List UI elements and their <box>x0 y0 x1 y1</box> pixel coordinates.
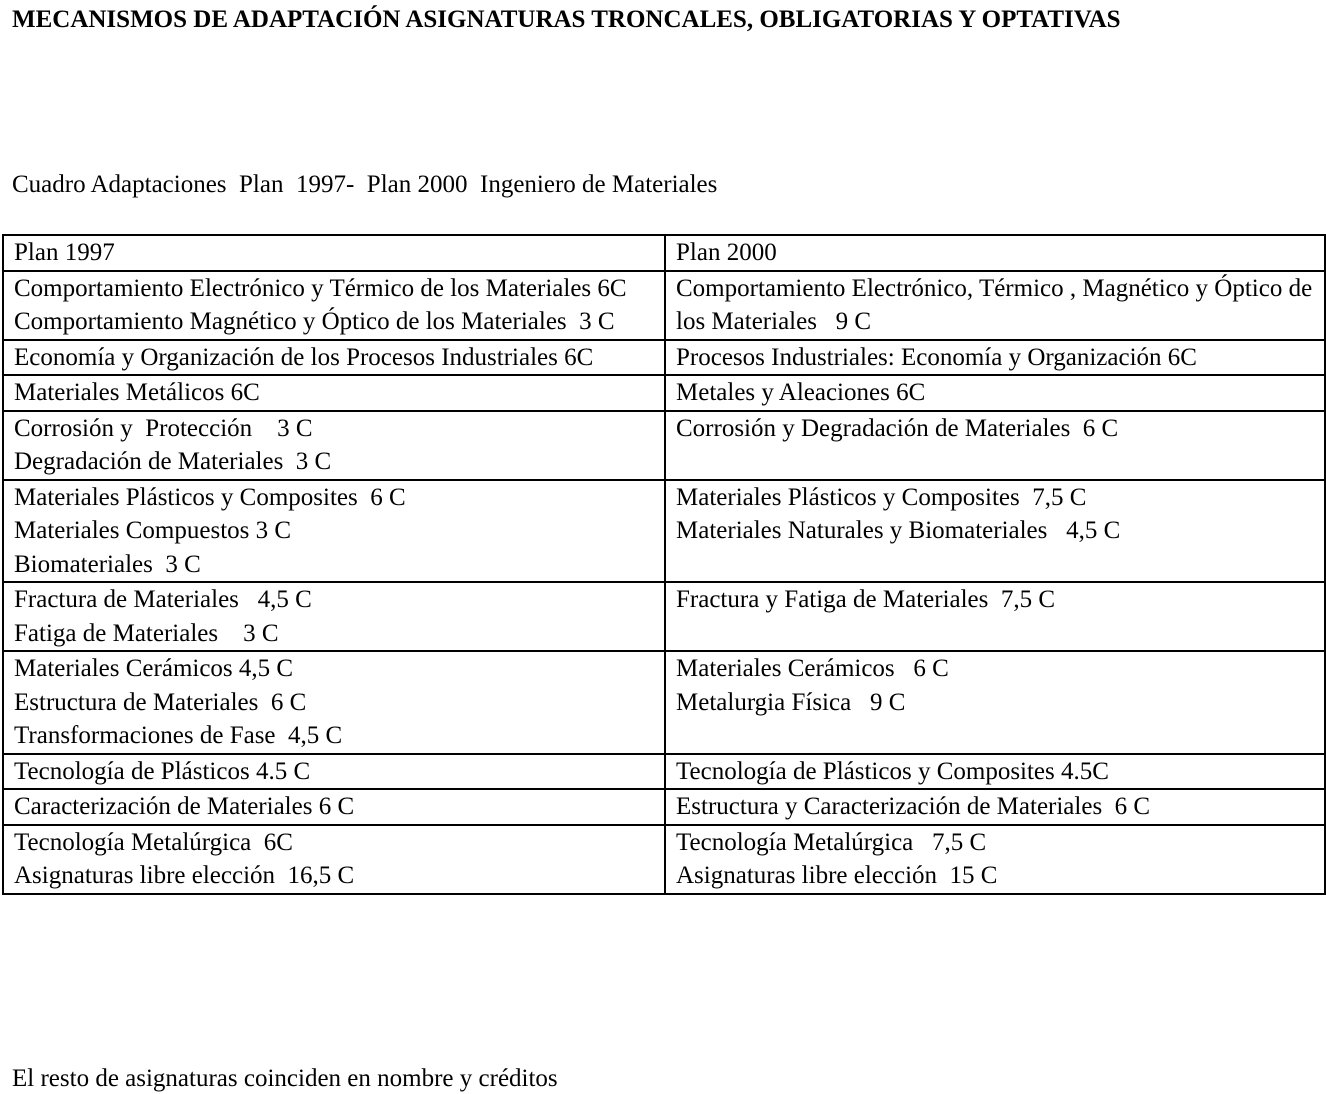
cell-plan-1997 <box>3 582 665 651</box>
subject-entry: Materiales Plásticos y Composites 6 C <box>14 483 406 511</box>
table-row <box>3 340 1325 376</box>
table-row <box>3 582 1325 651</box>
table-row <box>3 411 1325 480</box>
cell-plan-1997 <box>3 480 665 583</box>
cell-plan-2000 <box>665 754 1325 790</box>
table-caption: Cuadro Adaptaciones Plan 1997- Plan 2000 Ingeniero de Materiales <box>12 171 718 198</box>
subject-entry: Materiales Cerámicos 6 C <box>676 655 949 682</box>
subject-entry: Economía y Organización de los Procesos Industriales 6C <box>14 343 594 371</box>
table-header-row <box>3 235 1325 271</box>
subject-entry: Corrosión y Degradación de Materiales 6 C <box>676 414 1119 442</box>
subject-entry: Caracterización de Materiales 6 C <box>14 793 355 820</box>
subject-entry: Materiales Plásticos y Composites 7,5 C <box>676 483 1087 511</box>
cell-plan-2000 <box>665 582 1325 651</box>
cell-plan-1997 <box>3 340 665 376</box>
cell-plan-1997 <box>3 651 665 754</box>
cell-plan-1997 <box>3 411 665 480</box>
table-body <box>3 271 1325 894</box>
table-row <box>3 271 1325 340</box>
subject-entry: Materiales Cerámicos 4,5 C <box>14 655 294 682</box>
header-plan-1997: Plan 1997 <box>3 235 665 271</box>
header-plan-2000: Plan 2000 <box>665 235 1325 271</box>
subject-entry: Corrosión y Protección 3 C <box>14 414 313 442</box>
subject-entry: Comportamiento Magnético y Óptico de los Materiales 3 C <box>14 308 615 335</box>
cell-plan-2000 <box>665 340 1325 376</box>
subject-entry: Asignaturas libre elección 15 C <box>676 862 998 889</box>
cell-plan-2000 <box>665 411 1325 480</box>
subject-entry: Metalurgia Física 9 C <box>676 688 906 716</box>
cell-plan-2000 <box>665 825 1325 894</box>
subject-entry: Tecnología de Plásticos 4.5 C <box>14 757 311 785</box>
table-row <box>3 375 1325 411</box>
subject-entry: Asignaturas libre elección 16,5 C <box>14 862 355 889</box>
subject-entry: Fractura de Materiales 4,5 C <box>14 586 312 613</box>
table-row <box>3 651 1325 754</box>
table-row <box>3 789 1325 825</box>
adaptation-table <box>2 234 1326 895</box>
cell-plan-2000 <box>665 789 1325 825</box>
subject-entry: Transformaciones de Fase 4,5 C <box>14 722 343 749</box>
subject-entry: Tecnología Metalúrgica 6C <box>14 828 293 856</box>
cell-plan-1997 <box>3 825 665 894</box>
subject-entry: Materiales Naturales y Biomateriales 4,5 C <box>676 517 1121 544</box>
cell-plan-1997 <box>3 375 665 411</box>
cell-plan-2000 <box>665 651 1325 754</box>
table-row <box>3 754 1325 790</box>
subject-entry: Materiales Metálicos 6C <box>14 379 260 406</box>
subject-entry: Estructura de Materiales 6 C <box>14 688 307 716</box>
cell-plan-2000 <box>665 480 1325 583</box>
subject-entry: Fractura y Fatiga de Materiales 7,5 C <box>676 586 1056 613</box>
subject-entry: Biomateriales 3 C <box>14 550 201 578</box>
subject-entry: Comportamiento Electrónico, Térmico , Magnético y Óptico de los Materiales 9 C <box>676 274 1319 335</box>
cell-plan-1997 <box>3 271 665 340</box>
subject-entry: Procesos Industriales: Economía y Organización 6C <box>676 343 1197 371</box>
document-title: MECANISMOS DE ADAPTACIÓN ASIGNATURAS TRONCALES, OBLIGATORIAS Y OPTATIVAS <box>12 6 1121 33</box>
subject-entry: Estructura y Caracterización de Materiales 6 C <box>676 793 1151 820</box>
subject-entry: Tecnología de Plásticos y Composites 4.5C <box>676 757 1109 785</box>
subject-entry: Materiales Compuestos 3 C <box>14 517 292 544</box>
cell-plan-2000 <box>665 271 1325 340</box>
cell-plan-1997 <box>3 789 665 825</box>
subject-entry: Comportamiento Electrónico y Térmico de los Materiales 6C <box>14 274 627 302</box>
subject-entry: Tecnología Metalúrgica 7,5 C <box>676 828 987 856</box>
subject-entry: Degradación de Materiales 3 C <box>14 448 332 475</box>
table-row <box>3 825 1325 894</box>
table-row <box>3 480 1325 583</box>
footer-note: El resto de asignaturas coinciden en nombre y créditos <box>12 1065 558 1092</box>
subject-entry: Fatiga de Materiales 3 C <box>14 619 279 647</box>
cell-plan-1997 <box>3 754 665 790</box>
cell-plan-2000 <box>665 375 1325 411</box>
subject-entry: Metales y Aleaciones 6C <box>676 379 926 406</box>
